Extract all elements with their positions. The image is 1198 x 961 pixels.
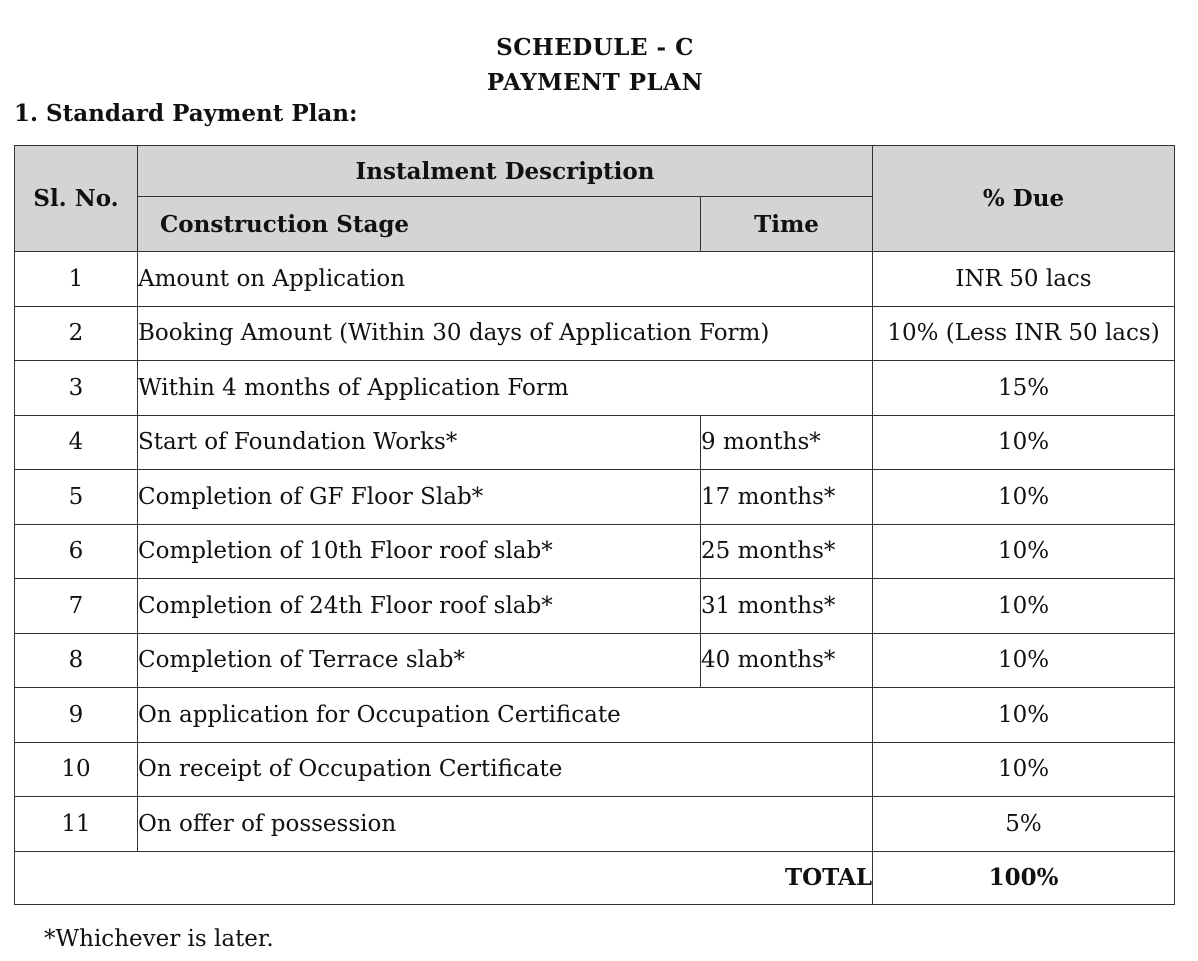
header-sl-no: Sl. No. [15,146,138,252]
header-due: % Due [873,146,1175,252]
table-row [15,415,1175,470]
row-due: 10% [873,470,1175,525]
row-construction-stage: On application for Occupation Certificate [138,688,873,743]
row-time: 31 months* [701,579,873,634]
row-sl-no: 4 [15,415,138,470]
row-due: 10% [873,688,1175,743]
table-row [15,306,1175,361]
plan-title: PAYMENT PLAN [486,69,704,96]
row-sl-no: 7 [15,579,138,634]
section-heading: 1. Standard Payment Plan: [14,100,358,127]
table-row [15,797,1175,852]
table-row [15,361,1175,416]
row-due: 5% [873,797,1175,852]
row-construction-stage: On offer of possession [138,797,873,852]
header-instalment-description: Instalment Description [138,146,873,197]
table-header [15,146,1175,252]
row-construction-stage: Completion of 24th Floor roof slab* [138,579,701,634]
row-due: 10% [873,579,1175,634]
row-sl-no: 3 [15,361,138,416]
row-due: 10% (Less INR 50 lacs) [873,306,1175,361]
total-label: TOTAL [15,851,873,904]
schedule-title: SCHEDULE - C [496,34,694,61]
row-sl-no: 8 [15,633,138,688]
row-due: 10% [873,524,1175,579]
total-value: 100% [873,851,1175,904]
table-row [15,688,1175,743]
row-construction-stage: Completion of Terrace slab* [138,633,701,688]
row-due: 10% [873,742,1175,797]
row-time: 9 months* [701,415,873,470]
row-sl-no: 10 [15,742,138,797]
row-sl-no: 6 [15,524,138,579]
table-row [15,252,1175,307]
row-construction-stage: On receipt of Occupation Certificate [138,742,873,797]
row-sl-no: 5 [15,470,138,525]
row-due: INR 50 lacs [873,252,1175,307]
row-construction-stage: Completion of 10th Floor roof slab* [138,524,701,579]
table-row [15,633,1175,688]
row-due: 15% [873,361,1175,416]
row-time: 17 months* [701,470,873,525]
total-row [15,851,1175,904]
table-row [15,579,1175,634]
row-due: 10% [873,633,1175,688]
table-row [15,742,1175,797]
row-time: 25 months* [701,524,873,579]
row-sl-no: 9 [15,688,138,743]
payment-plan-table [14,145,1175,905]
row-sl-no: 11 [15,797,138,852]
table-body [15,252,1175,852]
row-construction-stage: Booking Amount (Within 30 days of Application Form) [138,306,873,361]
row-construction-stage: Completion of GF Floor Slab* [138,470,701,525]
row-due: 10% [873,415,1175,470]
row-construction-stage: Within 4 months of Application Form [138,361,873,416]
table-row [15,470,1175,525]
row-construction-stage: Start of Foundation Works* [138,415,701,470]
row-construction-stage: Amount on Application [138,252,873,307]
row-sl-no: 2 [15,306,138,361]
header-construction-stage: Construction Stage [138,197,701,252]
row-time: 40 months* [701,633,873,688]
header-time: Time [701,197,873,252]
table-row [15,524,1175,579]
footnote: *Whichever is later. [44,926,274,952]
row-sl-no: 1 [15,252,138,307]
